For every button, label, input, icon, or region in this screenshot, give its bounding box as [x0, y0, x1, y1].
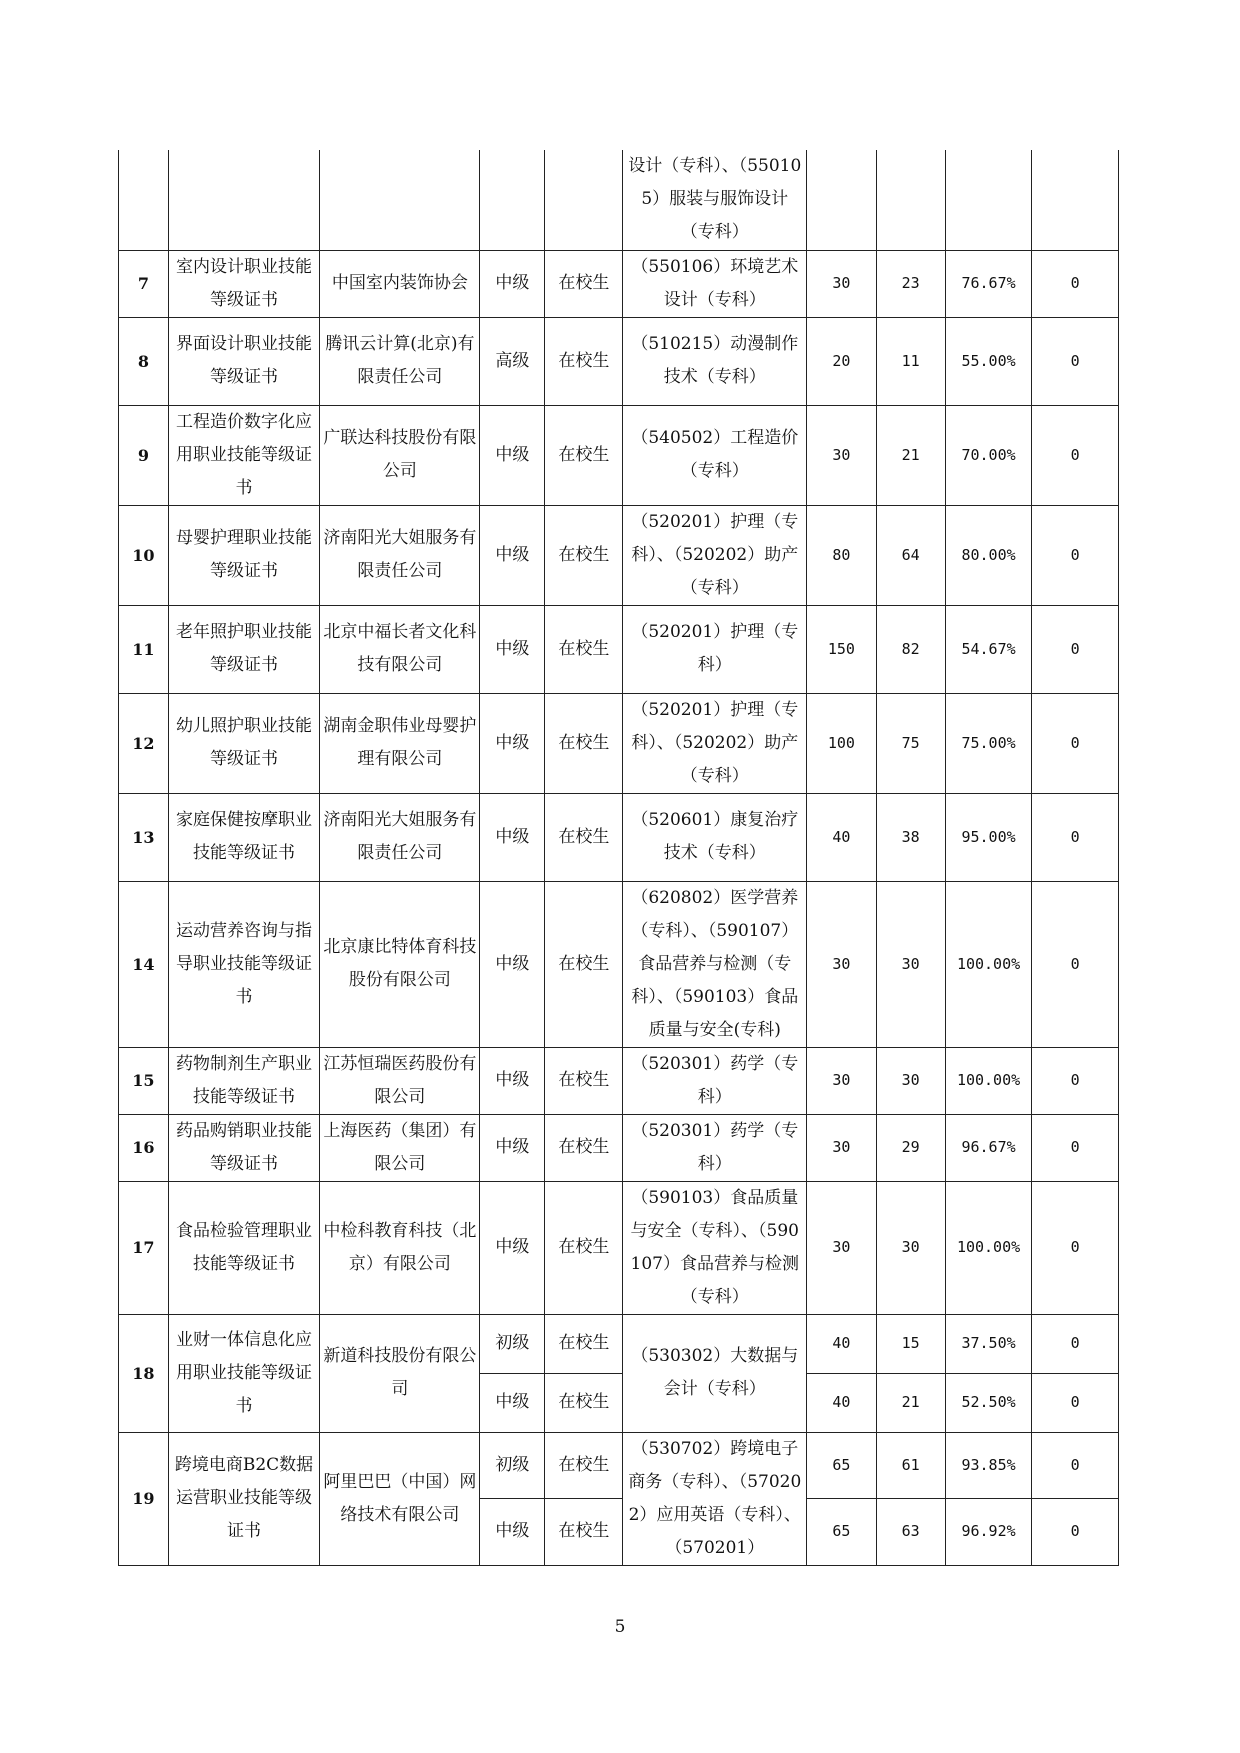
other-cell: 0	[1032, 317, 1119, 405]
other-cell: 0	[1032, 1114, 1119, 1181]
level-cell: 中级	[480, 793, 545, 881]
enrolled-cell: 65	[807, 1432, 876, 1499]
candidate-type-cell: 在校生	[545, 1114, 623, 1181]
majors-cell: （520601）康复治疗技术（专科）	[623, 793, 807, 881]
certificate-name-cell: 幼儿照护职业技能等级证书	[168, 693, 320, 793]
seq-cell: 13	[119, 793, 169, 881]
enrolled-cell: 40	[807, 1373, 876, 1432]
certificate-name-cell: 室内设计职业技能等级证书	[168, 250, 320, 317]
pass-rate-cell: 75.00%	[945, 693, 1032, 793]
candidate-type-cell: 在校生	[545, 1432, 623, 1499]
candidate-type-cell: 在校生	[545, 1499, 623, 1566]
table-row	[119, 605, 1119, 693]
table-row	[119, 881, 1119, 1047]
majors-cell: （530702）跨境电子商务（专科）、（570202）应用英语（专科）、（570201）	[623, 1432, 807, 1565]
passed-cell: 61	[876, 1432, 945, 1499]
certificate-name-cell: 工程造价数字化应用职业技能等级证书	[168, 405, 320, 505]
issuing-org-cell: 广联达科技股份有限公司	[320, 405, 480, 505]
candidate-type-cell: 在校生	[545, 1181, 623, 1314]
other-cell: 0	[1032, 1432, 1119, 1499]
seq-cell: 10	[119, 505, 169, 605]
pass-rate-cell: 96.92%	[945, 1499, 1032, 1566]
passed-cell: 30	[876, 1047, 945, 1114]
other-cell: 0	[1032, 405, 1119, 505]
enrolled-cell: 40	[807, 1314, 876, 1373]
pass-rate-cell: 70.00%	[945, 405, 1032, 505]
level-cell: 中级	[480, 1114, 545, 1181]
other-cell: 0	[1032, 505, 1119, 605]
majors-cell: （530302）大数据与会计（专科）	[623, 1314, 807, 1432]
other-cell: 0	[1032, 1373, 1119, 1432]
pass-rate-cell: 100.00%	[945, 1181, 1032, 1314]
table-row	[119, 1432, 1119, 1499]
majors-cell: （520301）药学（专科）	[623, 1114, 807, 1181]
table-body	[119, 150, 1119, 1565]
pass-rate-cell: 76.67%	[945, 250, 1032, 317]
level-cell: 中级	[480, 1181, 545, 1314]
majors-cell: 设计（专科）、（550105）服装与服饰设计（专科）	[623, 150, 807, 250]
issuing-org-cell: 江苏恒瑞医药股份有限公司	[320, 1047, 480, 1114]
enrolled-cell: 30	[807, 1114, 876, 1181]
majors-cell: （520201）护理（专科）、（520202）助产（专科）	[623, 693, 807, 793]
seq-cell: 9	[119, 405, 169, 505]
majors-cell: （590103）食品质量与安全（专科）、（590107）食品营养与检测（专科）	[623, 1181, 807, 1314]
majors-cell: （620802）医学营养（专科）、（590107）食品营养与检测（专科）、（590103）食品质量与安全(专科)	[623, 881, 807, 1047]
table-row	[119, 1047, 1119, 1114]
other-cell: 0	[1032, 793, 1119, 881]
passed-cell: 38	[876, 793, 945, 881]
other-cell: 0	[1032, 605, 1119, 693]
level-cell: 中级	[480, 250, 545, 317]
other-cell: 0	[1032, 1047, 1119, 1114]
level-cell: 中级	[480, 505, 545, 605]
certificate-name-cell: 业财一体信息化应用职业技能等级证书	[168, 1314, 320, 1432]
majors-cell: （520201）护理（专科）	[623, 605, 807, 693]
candidate-type-cell: 在校生	[545, 505, 623, 605]
other-cell: 0	[1032, 250, 1119, 317]
enrolled-cell: 20	[807, 317, 876, 405]
passed-cell: 11	[876, 317, 945, 405]
pass-rate-cell: 100.00%	[945, 881, 1032, 1047]
passed-cell: 30	[876, 881, 945, 1047]
seq-cell: 12	[119, 693, 169, 793]
page-number: 5	[614, 1617, 626, 1637]
pass-rate-cell: 37.50%	[945, 1314, 1032, 1373]
seq-cell: 19	[119, 1432, 169, 1565]
certificate-name-cell: 运动营养咨询与指导职业技能等级证书	[168, 881, 320, 1047]
passed-cell: 75	[876, 693, 945, 793]
other-cell: 0	[1032, 881, 1119, 1047]
seq-cell: 8	[119, 317, 169, 405]
other-cell: 0	[1032, 1499, 1119, 1566]
level-cell: 中级	[480, 881, 545, 1047]
certificate-name-cell: 药品购销职业技能等级证书	[168, 1114, 320, 1181]
pass-rate-cell: 54.67%	[945, 605, 1032, 693]
seq-cell: 7	[119, 250, 169, 317]
seq-cell: 18	[119, 1314, 169, 1432]
level-cell: 中级	[480, 693, 545, 793]
seq-cell: 17	[119, 1181, 169, 1314]
certificate-name-cell: 食品检验管理职业技能等级证书	[168, 1181, 320, 1314]
certificate-name-cell: 药物制剂生产职业技能等级证书	[168, 1047, 320, 1114]
candidate-type-cell: 在校生	[545, 693, 623, 793]
issuing-org-cell: 北京康比特体育科技股份有限公司	[320, 881, 480, 1047]
majors-cell: （550106）环境艺术设计（专科）	[623, 250, 807, 317]
enrolled-cell: 30	[807, 881, 876, 1047]
enrolled-cell: 30	[807, 405, 876, 505]
table-row	[119, 793, 1119, 881]
level-cell: 高级	[480, 317, 545, 405]
candidate-type-cell: 在校生	[545, 1047, 623, 1114]
certificate-table-page	[118, 150, 1119, 1566]
passed-cell: 23	[876, 250, 945, 317]
certificate-name-cell: 老年照护职业技能等级证书	[168, 605, 320, 693]
passed-cell: 15	[876, 1314, 945, 1373]
seq-cell: 11	[119, 605, 169, 693]
candidate-type-cell: 在校生	[545, 250, 623, 317]
pass-rate-cell: 93.85%	[945, 1432, 1032, 1499]
candidate-type-cell: 在校生	[545, 317, 623, 405]
passed-cell: 21	[876, 405, 945, 505]
issuing-org-cell: 济南阳光大姐服务有限责任公司	[320, 505, 480, 605]
pass-rate-cell: 96.67%	[945, 1114, 1032, 1181]
majors-cell: （510215）动漫制作技术（专科）	[623, 317, 807, 405]
pass-rate-cell: 95.00%	[945, 793, 1032, 881]
enrolled-cell: 30	[807, 1181, 876, 1314]
majors-cell: （520301）药学（专科）	[623, 1047, 807, 1114]
seq-cell: 15	[119, 1047, 169, 1114]
passed-cell: 82	[876, 605, 945, 693]
issuing-org-cell: 上海医药（集团）有限公司	[320, 1114, 480, 1181]
level-cell: 初级	[480, 1314, 545, 1373]
other-cell: 0	[1032, 693, 1119, 793]
enrolled-cell: 30	[807, 250, 876, 317]
certificate-name-cell: 家庭保健按摩职业技能等级证书	[168, 793, 320, 881]
passed-cell: 29	[876, 1114, 945, 1181]
pass-rate-cell: 100.00%	[945, 1047, 1032, 1114]
issuing-org-cell: 北京中福长者文化科技有限公司	[320, 605, 480, 693]
table-row	[119, 693, 1119, 793]
certificate-name-cell: 跨境电商B2C数据运营职业技能等级证书	[168, 1432, 320, 1565]
enrolled-cell: 150	[807, 605, 876, 693]
seq-cell: 16	[119, 1114, 169, 1181]
issuing-org-cell: 新道科技股份有限公司	[320, 1314, 480, 1432]
level-cell: 中级	[480, 1373, 545, 1432]
candidate-type-cell: 在校生	[545, 793, 623, 881]
seq-cell: 14	[119, 881, 169, 1047]
table-row	[119, 1114, 1119, 1181]
level-cell: 中级	[480, 1047, 545, 1114]
issuing-org-cell: 中国室内装饰协会	[320, 250, 480, 317]
enrolled-cell: 40	[807, 793, 876, 881]
enrolled-cell: 65	[807, 1499, 876, 1566]
certificate-name-cell: 母婴护理职业技能等级证书	[168, 505, 320, 605]
level-cell: 中级	[480, 1499, 545, 1566]
level-cell: 中级	[480, 605, 545, 693]
candidate-type-cell: 在校生	[545, 605, 623, 693]
table-row	[119, 1314, 1119, 1373]
issuing-org-cell: 湖南金职伟业母婴护理有限公司	[320, 693, 480, 793]
passed-cell: 63	[876, 1499, 945, 1566]
issuing-org-cell: 中检科教育科技（北京）有限公司	[320, 1181, 480, 1314]
issuing-org-cell: 腾讯云计算(北京)有限责任公司	[320, 317, 480, 405]
level-cell: 初级	[480, 1432, 545, 1499]
certificate-name-cell: 界面设计职业技能等级证书	[168, 317, 320, 405]
majors-cell: （520201）护理（专科）、（520202）助产（专科）	[623, 505, 807, 605]
majors-cell: （540502）工程造价（专科）	[623, 405, 807, 505]
other-cell: 0	[1032, 1181, 1119, 1314]
table-row	[119, 405, 1119, 505]
candidate-type-cell: 在校生	[545, 1373, 623, 1432]
pass-rate-cell: 55.00%	[945, 317, 1032, 405]
enrolled-cell: 80	[807, 505, 876, 605]
table-row	[119, 250, 1119, 317]
table-row-continued	[119, 150, 1119, 250]
issuing-org-cell: 济南阳光大姐服务有限责任公司	[320, 793, 480, 881]
pass-rate-cell: 80.00%	[945, 505, 1032, 605]
issuing-org-cell: 阿里巴巴（中国）网络技术有限公司	[320, 1432, 480, 1565]
candidate-type-cell: 在校生	[545, 881, 623, 1047]
level-cell: 中级	[480, 405, 545, 505]
passed-cell: 21	[876, 1373, 945, 1432]
table-row	[119, 505, 1119, 605]
candidate-type-cell: 在校生	[545, 405, 623, 505]
candidate-type-cell: 在校生	[545, 1314, 623, 1373]
table-row	[119, 317, 1119, 405]
table-row	[119, 1181, 1119, 1314]
other-cell: 0	[1032, 1314, 1119, 1373]
pass-rate-cell: 52.50%	[945, 1373, 1032, 1432]
passed-cell: 64	[876, 505, 945, 605]
enrolled-cell: 30	[807, 1047, 876, 1114]
certificate-table	[118, 150, 1119, 1566]
enrolled-cell: 100	[807, 693, 876, 793]
passed-cell: 30	[876, 1181, 945, 1314]
